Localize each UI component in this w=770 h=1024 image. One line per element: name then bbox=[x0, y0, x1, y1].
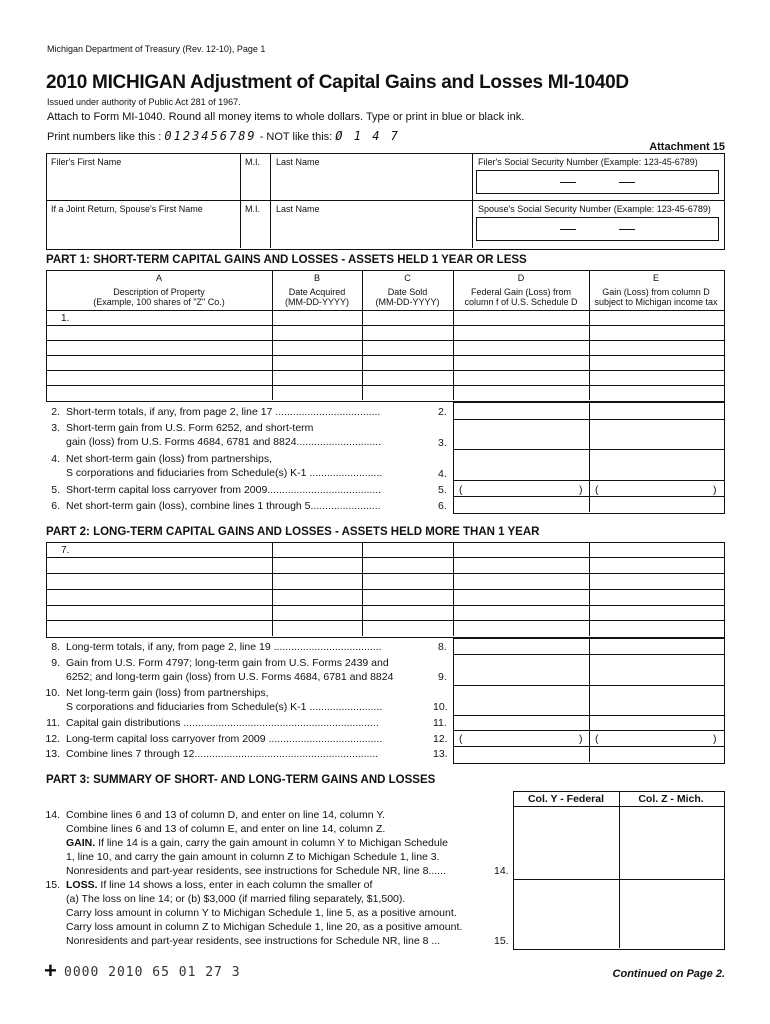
part1-col-c-header bbox=[362, 273, 453, 307]
line-text: (a) The loss on line 14; or (b) $3,000 (if married filing separately, $1,500). bbox=[66, 893, 406, 905]
spouse-ssn-label: Spouse's Social Security Number (Example: 123-45-6789) bbox=[478, 204, 711, 214]
line-4-ref: 4. bbox=[438, 468, 447, 480]
col-desc2: subject to Michigan income tax bbox=[594, 297, 718, 307]
line-11-ref: 11. bbox=[433, 717, 447, 729]
line-text: Long-term totals, if any, from page 2, line 19 ..................................... bbox=[66, 641, 382, 653]
line-3 bbox=[40, 421, 450, 449]
paren-open: ( bbox=[459, 484, 463, 496]
line-15-col-z-input[interactable] bbox=[620, 880, 723, 947]
line-text: Short-term capital loss carryover from 2009....................................... bbox=[66, 484, 382, 496]
line-text: Long-term capital loss carryover from 2009 ....................................... bbox=[66, 733, 383, 745]
paren-close: ) bbox=[579, 484, 583, 496]
col-desc2: (MM-DD-YYYY) bbox=[375, 297, 440, 307]
line-text2: gain (loss) from U.S. Forms 4684, 6781 and 8824............................. bbox=[66, 436, 382, 448]
line-9 bbox=[40, 656, 450, 684]
col-letter: A bbox=[155, 273, 162, 283]
filer-ssn-label: Filer's Social Security Number (Example: 123-45-6789) bbox=[478, 157, 698, 167]
col-letter: C bbox=[404, 273, 411, 283]
loss-label: LOSS. bbox=[66, 879, 98, 891]
col-y-header: Col. Y - Federal bbox=[527, 793, 605, 805]
line-15-ref: 15. bbox=[494, 935, 509, 947]
col-desc2: column f of U.S. Schedule D bbox=[464, 297, 578, 307]
line-text: Short-term gain from U.S. Form 6252, and short-term bbox=[66, 422, 314, 434]
part1-col-a-header bbox=[46, 273, 272, 307]
line-text: Net short-term gain (loss) from partnerships, bbox=[66, 453, 272, 465]
filer-ssn-input[interactable] bbox=[476, 170, 719, 194]
line-8-ref: 8. bbox=[438, 641, 447, 653]
part2-heading: PART 2: LONG-TERM CAPITAL GAINS AND LOSSES - ASSETS HELD MORE THAN 1 YEAR bbox=[46, 526, 540, 538]
line-num: 12. bbox=[45, 733, 60, 745]
part1-heading: PART 1: SHORT-TERM CAPITAL GAINS AND LOSSES - ASSETS HELD 1 YEAR OR LESS bbox=[46, 254, 527, 266]
spouse-first-name-input[interactable] bbox=[46, 214, 240, 247]
line-text: If line 14 is a gain, carry the gain amount in column Y to Michigan Schedule bbox=[95, 837, 448, 849]
good-digits: 0123456789 bbox=[164, 129, 257, 143]
authority-text: Issued under authority of Public Act 281 of 1967. bbox=[47, 97, 241, 107]
part1-col-b-header bbox=[272, 273, 362, 307]
line-14-col-y-input[interactable] bbox=[514, 807, 618, 878]
line-text: If line 14 shows a loss, enter in each column the smaller of bbox=[97, 879, 373, 891]
continued-note: Continued on Page 2. bbox=[612, 968, 725, 980]
col-desc: Date Acquired bbox=[288, 287, 346, 297]
bad-digits: Ø 1 4 7 bbox=[335, 129, 400, 143]
col-desc: Description of Property bbox=[113, 287, 205, 297]
line-text: Nonresidents and part-year residents, see instructions for Schedule NR, line 8 ... bbox=[66, 935, 441, 947]
filer-last-name-label: Last Name bbox=[276, 157, 320, 167]
line-text: Combine lines 6 and 13 of column E, and enter on line 14, column Z. bbox=[66, 823, 386, 835]
line-text: Net long-term gain (loss) from partnerships, bbox=[66, 687, 269, 699]
paren-close: ) bbox=[713, 733, 717, 745]
line-num: 2. bbox=[51, 406, 60, 418]
line-num: 3. bbox=[51, 422, 60, 434]
col-letter: D bbox=[517, 273, 525, 283]
line-4 bbox=[40, 452, 450, 480]
form-title: 2010 MICHIGAN Adjustment of Capital Gains and Losses MI-1040D bbox=[46, 72, 629, 93]
line-text: Gain from U.S. Form 4797; long-term gain from U.S. Forms 2439 and bbox=[66, 657, 389, 669]
line-num: 10. bbox=[45, 687, 60, 699]
filer-mi-input[interactable] bbox=[241, 165, 270, 199]
spouse-last-name-label: Last Name bbox=[276, 204, 320, 214]
line-14 bbox=[40, 808, 510, 878]
line-text: Carry loss amount in column Z to Michigan Schedule 1, line 20, as a positive amount. bbox=[66, 921, 463, 933]
plus-mark: + bbox=[44, 958, 57, 983]
gain-label: GAIN. bbox=[66, 837, 96, 849]
line-text: Combine lines 6 and 13 of column D, and enter on line 14, column Y. bbox=[66, 809, 385, 821]
line-num: 15. bbox=[45, 879, 60, 891]
line-num: 13. bbox=[45, 748, 60, 760]
line-text2: S corporations and fiduciaries from Schedule(s) K-1 ......................... bbox=[66, 467, 383, 479]
print-numbers-like bbox=[47, 129, 400, 143]
line-3-ref: 3. bbox=[438, 437, 447, 449]
paren-open: ( bbox=[459, 733, 463, 745]
line-2-ref: 2. bbox=[438, 406, 447, 418]
line-14-col-z-input[interactable] bbox=[620, 807, 723, 878]
line-12 bbox=[40, 732, 450, 746]
col-desc2: (Example, 100 shares of "Z" Co.) bbox=[93, 297, 225, 307]
line-text: Combine lines 7 through 12............................................................... bbox=[66, 748, 379, 760]
spouse-mi-input[interactable] bbox=[241, 214, 270, 247]
attachment-number: Attachment 15 bbox=[649, 141, 725, 153]
line-text: Short-term totals, if any, from page 2, line 17 .................................... bbox=[66, 406, 381, 418]
spouse-ssn-input[interactable] bbox=[476, 217, 719, 241]
line-13 bbox=[40, 747, 450, 761]
line-6-ref: 6. bbox=[438, 500, 447, 512]
line-num: 14. bbox=[45, 809, 60, 821]
paren-open: ( bbox=[595, 484, 599, 496]
line-12-ref: 12. bbox=[433, 733, 448, 745]
col-desc: Date Sold bbox=[387, 287, 428, 297]
spouse-first-name-label: If a Joint Return, Spouse's First Name bbox=[51, 204, 203, 214]
spouse-mi-label: M.I. bbox=[245, 204, 260, 214]
filer-first-name-label: Filer's First Name bbox=[51, 157, 122, 167]
line-text: Carry loss amount in column Y to Michigan Schedule 1, line 5, as a positive amount. bbox=[66, 907, 457, 919]
part3-heading: PART 3: SUMMARY OF SHORT- AND LONG-TERM GAINS AND LOSSES bbox=[46, 774, 436, 786]
line-num: 11. bbox=[46, 717, 60, 729]
line-5 bbox=[40, 483, 450, 497]
line-2 bbox=[40, 405, 450, 419]
line-14-ref: 14. bbox=[494, 865, 509, 877]
part1-col-d-header bbox=[453, 273, 589, 307]
col-letter: B bbox=[313, 273, 320, 283]
line-text: Net short-term gain (loss), combine lines 1 through 5........................ bbox=[66, 500, 381, 512]
line-text: Nonresidents and part-year residents, see instructions for Schedule NR, line 8...... bbox=[66, 865, 446, 877]
col-z-header: Col. Z - Mich. bbox=[638, 793, 704, 805]
paren-close: ) bbox=[713, 484, 717, 496]
col-desc: Federal Gain (Loss) from bbox=[470, 287, 572, 297]
col-desc2: (MM-DD-YYYY) bbox=[285, 297, 349, 307]
line-6 bbox=[40, 499, 450, 513]
line-8 bbox=[40, 640, 450, 654]
line-5-ref: 5. bbox=[438, 484, 447, 496]
line1-label: 1. bbox=[61, 313, 70, 324]
line-num: 8. bbox=[51, 641, 60, 653]
department-header: Michigan Department of Treasury (Rev. 12-10), Page 1 bbox=[47, 44, 266, 54]
line-text2: 6252; and long-term gain (loss) from U.S. Forms 4684, 6781 and 8824 bbox=[66, 671, 394, 683]
line7-label: 7. bbox=[61, 545, 70, 556]
line-10 bbox=[40, 686, 450, 714]
filer-last-name-input[interactable] bbox=[271, 165, 472, 199]
attach-instructions: Attach to Form MI-1040. Round all money items to whole dollars. Type or print in blue or black ink. bbox=[47, 111, 525, 123]
line-num: 4. bbox=[51, 453, 60, 465]
line-text2: S corporations and fiduciaries from Schedule(s) K-1 ......................... bbox=[66, 701, 383, 713]
spouse-last-name-input[interactable] bbox=[271, 214, 472, 247]
line-15 bbox=[40, 878, 510, 948]
col-letter: E bbox=[652, 273, 659, 283]
line-13-ref: 13. bbox=[433, 748, 448, 760]
line-9-ref: 9. bbox=[438, 671, 447, 683]
part1-col-e-header bbox=[589, 273, 723, 307]
line-num: 9. bbox=[51, 657, 60, 669]
not-like-label: - NOT like this: bbox=[259, 131, 333, 143]
print-like-label: Print numbers like this : bbox=[47, 131, 162, 143]
filer-mi-label: M.I. bbox=[245, 157, 260, 167]
line-15-col-y-input[interactable] bbox=[514, 880, 618, 947]
line-10-ref: 10. bbox=[433, 701, 448, 713]
line-text: 1, line 10, and carry the gain amount in column Z to Michigan Schedule 1, line 3. bbox=[66, 851, 440, 863]
line-num: 6. bbox=[51, 500, 60, 512]
filer-first-name-input[interactable] bbox=[46, 165, 240, 199]
line-text: Capital gain distributions ................................................................... bbox=[66, 717, 379, 729]
paren-close: ) bbox=[579, 733, 583, 745]
col-desc: Gain (Loss) from column D bbox=[602, 287, 710, 297]
form-barcode-number: 0000 2010 65 01 27 3 bbox=[64, 965, 241, 980]
line-11 bbox=[40, 716, 450, 730]
line-num: 5. bbox=[51, 484, 60, 496]
paren-open: ( bbox=[595, 733, 599, 745]
